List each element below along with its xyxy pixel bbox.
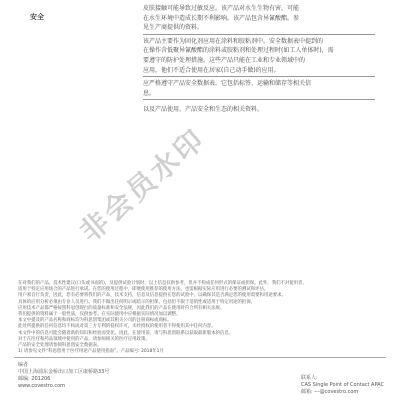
footer-editor: 编者 [18,362,29,368]
safety-p1-line3: 见生产商提供的资料。 [143,24,204,32]
safety-p2-line2: 在操作含低聚异氰酸酯的涂料或胶粘剂和处理过程时(如工人单体时)，需 [143,47,334,55]
safety-p2-line3: 要遵守的防护处理措施。这些产品只能在工业和专业领域中的 [143,56,306,64]
divider [143,76,375,77]
safety-p4: 以及产品使用、产品安全和生态的相关资料。 [143,106,264,114]
safety-p3-line2: 息。 [143,89,156,97]
safety-p1-line2: 在水生环境中造成长期不利影响。该产品包含异氰酸酯。参 [143,14,300,22]
safety-p3-line1: 应严格遵守产品安全数据表。它包括标签、运输和储存等相关信 [143,80,312,88]
footer-divider [14,357,386,358]
watermark: 非会员水印 [73,122,212,249]
fine-line: 本文件中的信息可能会随着新的知识和经验而变化。因此，在使用前，请与科思创联系以获取最新版本的信息。 [18,330,234,336]
footer-contact-name: CAS Single Point of Contact APAC [300,382,384,388]
fine-line: 应用技术产品都严格按照科思创现行的质量标准和安全法规，因此我们的产品在使用时符合所有相关法规。 [18,305,225,311]
divider [143,99,375,100]
safety-p2-line4: 应用，他们不适合使用在居家(自己动手做)的应用。 [143,66,280,74]
footer-contact-email[interactable]: 邮箱: ---@covestro.com [300,389,359,395]
fine-line: 1) 请参见文件“科思创用于医疗用途产品使用指南”。产品编号: 2018年1月 [18,349,164,355]
safety-p2-line1: 该产品主要作为固化剂应用在涂料和胶粘剂中。安全数据表中提到的 [143,37,324,45]
fine-line: 此处所提供的任何信息均不构成对第三方专利的侵权许可。未经授权的使用者不得使用其中任何内容。 [18,324,216,330]
fine-line: 本文中提及的产品名称和商标均为科思创集团或其相关公司的注册商标或商标。 [18,318,172,324]
fine-line: 我们提供的资料属于一般性质，仅供参考。在实际使用中应根据实际情况加以调整。 [18,312,181,318]
footer-address [18,362,109,390]
fine-line: 用户须自行负责，因此，您有必要将我们的产品，技术支持，信息及信息提供在您的试验中，以确保其是否满足您的使用需要和用途要求。 [18,293,286,299]
fine-line: 对于在医疗和药品领域中使用的产品，请参阅相关的医疗应用政策。 [18,336,150,342]
divider [143,34,375,35]
footer-contact [301,375,384,396]
disclaimer-fine-print [18,281,382,355]
fine-line: 在对我们的产品、技术性建议(口头或书面的)，及提供试验计划时，以上信息仅供参考，但并不构成任何形式的保证或担保。此外，我们不对使用者、 [18,281,307,286]
footer-postcode: 邮编: 201206 [18,376,51,382]
fine-line: 产品的安全处理请参阅科思创安全数据表。 [18,343,102,349]
safety-body [143,4,383,115]
section-label: 安全 [30,13,44,21]
footer-website[interactable]: www.covestro.com [18,383,65,389]
footer-contact-label: 联系人: [300,375,318,381]
fine-line: 适用于特定应用场合的产品进行承诺。在您的使用过程中，即便使用推荐的使用方法，也需根据实际应用进行必要的测试和评估。 [18,287,269,293]
safety-p1-line1: 皮肤接触可能导致过敏反应。该产品对水生生物有害，可能 [143,5,300,12]
fine-line: 具体的应用分析必须由专业人员进行。我们不做出任何明示或暗示的担保，包括但不限于适销性或适用于特定用途的担保。 [18,299,256,305]
footer-address-line: 中国上海浦东金桥出口加工区康桥路33号 [18,369,110,375]
